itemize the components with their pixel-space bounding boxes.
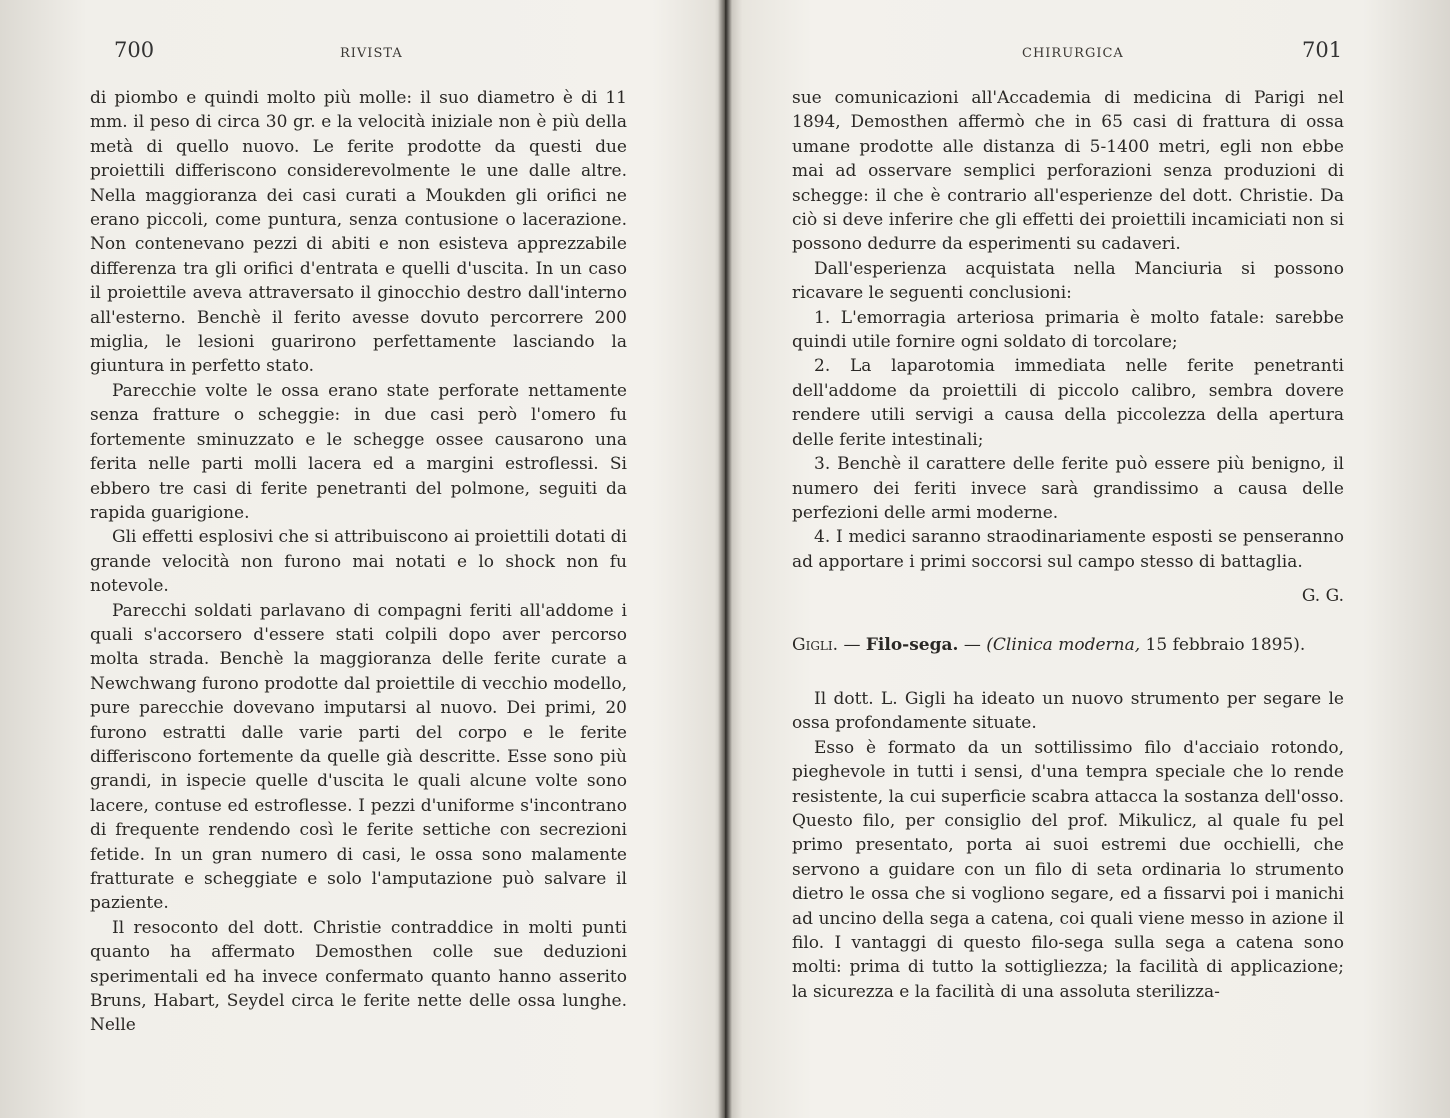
running-head: CHIRURGICA xyxy=(1022,46,1124,61)
page-number: 701 xyxy=(1302,38,1343,62)
paragraph: Il resoconto del dott. Christie contraddice in molti punti quanto ha affermato Demosthen colle sue deduzioni sperimentali ed ha invece confermato quanto hanno asserito Bruns, Habart, Seydel circa le ferite nette delle ossa lunghe. Nelle xyxy=(90,917,627,1036)
spacer xyxy=(792,657,1344,687)
signature: G. G. xyxy=(1301,586,1344,607)
article-heading xyxy=(792,633,1344,657)
page-number: 700 xyxy=(114,38,155,62)
running-head: RIVISTA xyxy=(340,46,403,61)
left-page xyxy=(0,0,718,1118)
paragraph: sue comunicazioni all'Accademia di medicina di Parigi nel 1894, Demosthen affermò che in 65 casi di frattura di ossa umane prodotte alle distanza di 5-1400 metri, egli non ebbe mai ad osservare semplici perforazioni senza produzioni di schegge: il che è contrario all'esperienze del dott. Christie. Da ciò si deve inferire che gli effetti dei proiettili incamiciati non si possono dedurre da esperimenti su cadaveri. xyxy=(792,88,1344,255)
article-source: (Clinica moderna, xyxy=(986,634,1141,655)
paragraph: Il dott. L. Gigli ha ideato un nuovo strumento per segare le ossa profondamente situate. xyxy=(792,688,1344,734)
paragraph: Gli effetti esplosivi che si attribuiscono ai proiettili dotati di grande velocità non furono mai notati e lo shock non fu notevole. xyxy=(90,527,627,597)
body-text xyxy=(90,86,627,1038)
paragraph: Esso è formato da un sottilissimo filo d'acciaio rotondo, pieghevole in tutti i sensi, d'una tempra speciale che lo rende resistente, la cui superficie scabra attacca la sostanza dell'osso. Questo filo, per consiglio del prof. Mikulicz, al quale fu pel primo presentato, porta ai suoi estremi due occhielli, che servono a guidare con un filo di seta ordinaria lo strumento dietro le ossa che si vogliono segare, ed a fissarvi poi i manichi ad uncino della sega a catena, coi quali viene messo in azione il filo. I vantaggi di questo filo-sega sulla sega a catena sono molti: prima di tutto la sottigliezza; la facilità di applicazione; la sicurezza e la facilità di una assoluta sterilizza- xyxy=(792,737,1344,1002)
paragraph: di piombo e quindi molto più molle: il suo diametro è di 11 mm. il peso di circa 30 gr. e la velocità iniziale non è più della metà di quello nuovo. Le ferite prodotte da questi due proiettili differiscono considerevolmente le une dalle altre. Nella maggioranza dei casi curati a Moukden gli orifici ne erano piccoli, come puntura, senza contusione o lacerazione. Non contenevano pezzi di abiti e non esisteva apprezzabile differenza tra gli orifici d'entrata e quelli d'uscita. In un caso il proiettile aveva attraversato il ginocchio destro dall'interno all'esterno. Benchè il ferito avesse dovuto percorrere 200 miglia, le lesioni guarirono perfettamente lasciando la giuntura in perfetto stato. xyxy=(90,88,627,377)
dash: — xyxy=(963,634,981,655)
article-title: Filo-sega. xyxy=(865,634,959,655)
dash: — xyxy=(843,634,861,655)
paragraph: Parecchi soldati parlavano di compagni feriti all'addome i quali s'accorsero d'essere stati colpili dopo aver percorso molta strada. Benchè la maggioranza delle ferite curate a Newchwang furono prodotte dal proiettile di vecchio modello, pure parecchie dovevano imputarsi al nuovo. Dei primi, 20 furono estratti dalle varie parti del corpo e le ferite differiscono fortemente da quelle già descritte. Esse sono più grandi, in ispecie quelle d'uscita le quali alcune volte sono lacere, contuse ed estroflesse. I pezzi d'uniforme s'incontrano di frequente rendendo così le ferite settiche con secrezioni fetide. In un gran numero di casi, le ossa sono malamente fratturate e scheggiate e solo l'amputazione può salvare il paziente. xyxy=(90,600,627,914)
article-date: 15 febbraio 1895). xyxy=(1145,634,1306,655)
book-gutter xyxy=(718,0,732,1118)
list-item: 4. I medici saranno straodinariamente esposti se penseranno ad apportare i primi soccorsi sul campo stesso di battaglia. xyxy=(792,527,1344,572)
body-text xyxy=(792,86,1344,1004)
list-item: 3. Benchè il carattere delle ferite può essere più benigno, il numero dei feriti invece sarà grandissimo a causa delle perfezioni delle armi moderne. xyxy=(792,454,1344,523)
right-page xyxy=(732,0,1450,1118)
article-author: Gigli. xyxy=(792,634,839,655)
list-item: 1. L'emorragia arteriosa primaria è molto fatale: sarebbe quindi utile fornire ogni soldato di torcolare; xyxy=(792,307,1344,353)
paragraph: Parecchie volte le ossa erano state perforate nettamente senza fratture o scheggie: in due casi però l'omero fu fortemente sminuzzato e le schegge ossee causarono una ferita nelle parti molli lacera ed a margini estroflessi. Si ebbero tre casi di ferite penetranti del polmone, seguiti da rapida guarigione. xyxy=(90,380,627,523)
list-item: 2. La laparotomia immediata nelle ferite penetranti dell'addome da proiettili di piccolo calibro, sembra dovere rendere utili servigi a causa della piccolezza della apertura delle ferite intestinali; xyxy=(792,356,1344,450)
paragraph: Dall'esperienza acquistata nella Manciuria si possono ricavare le seguenti conclusioni: xyxy=(792,258,1344,304)
